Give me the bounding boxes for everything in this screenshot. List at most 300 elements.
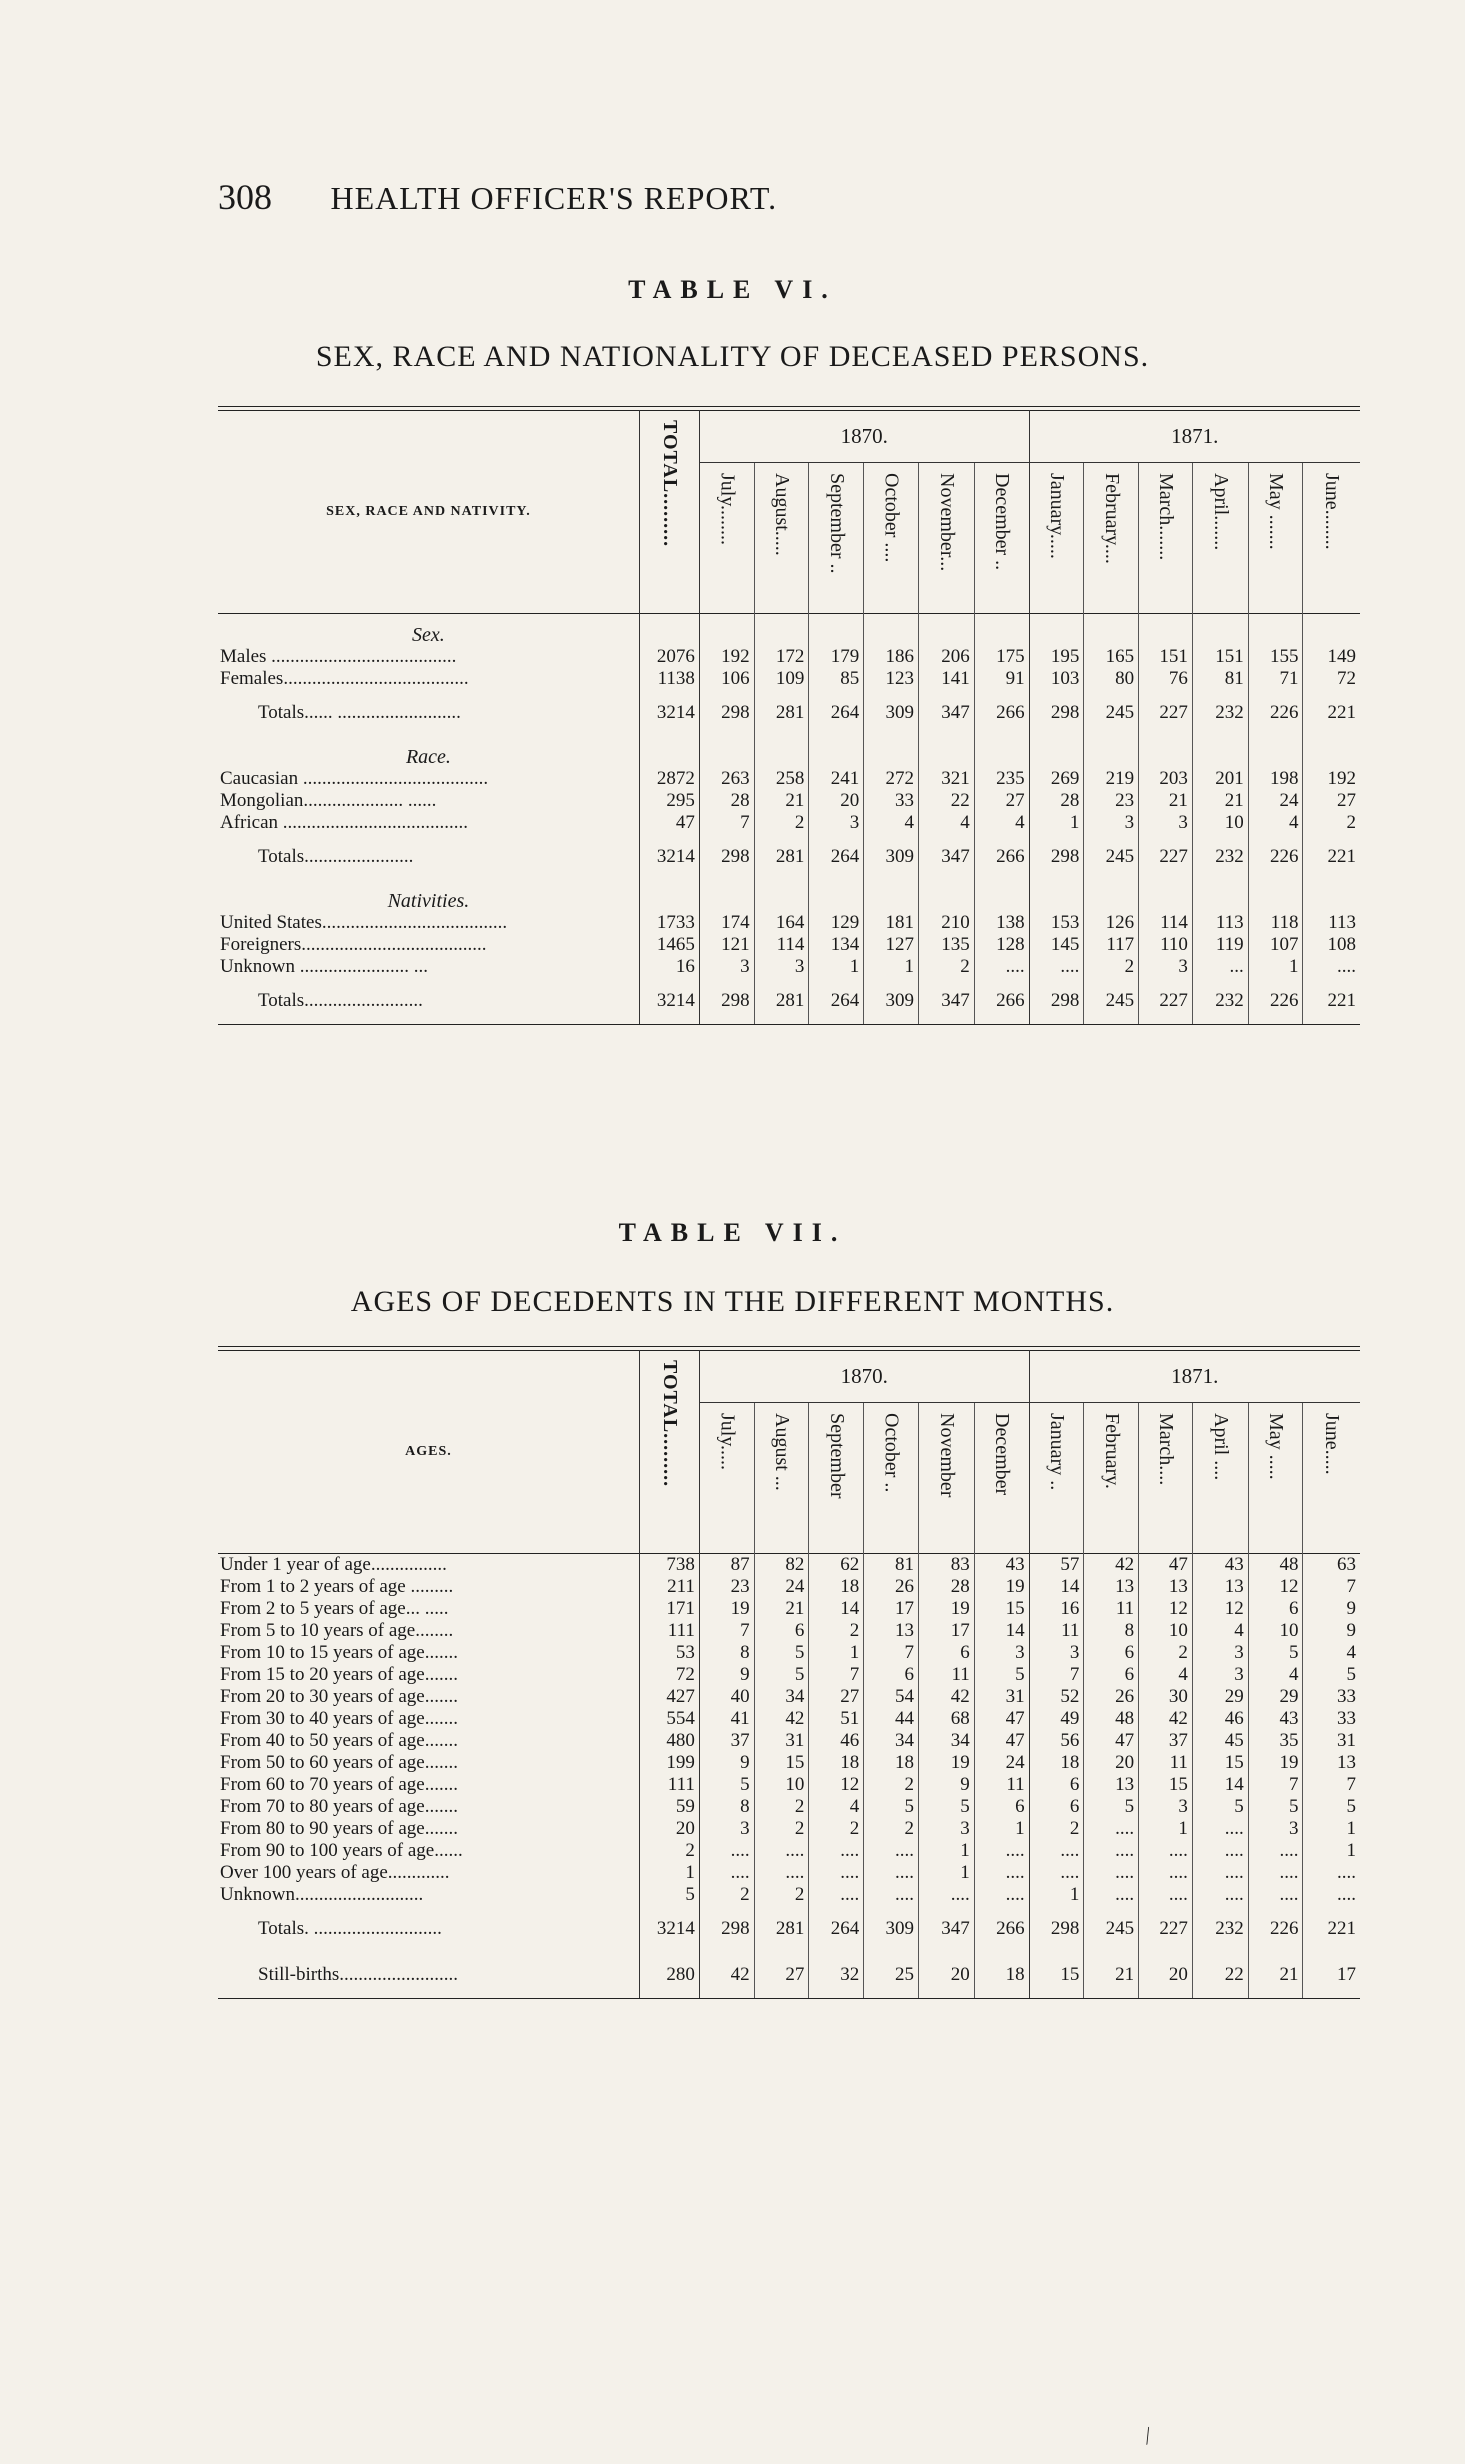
- table7-month-cell: ....: [809, 1840, 864, 1862]
- table6-month-cell: 298: [699, 834, 754, 880]
- table6-month-cell: 81: [1192, 668, 1248, 690]
- table6-month-header: July........: [716, 473, 739, 546]
- table7-month-cell: 18: [864, 1752, 919, 1774]
- table6-title: SEX, RACE AND NATIONALITY OF DECEASED PERSONS.: [315, 340, 1150, 373]
- table6-month-cell: 281: [754, 978, 809, 1025]
- table7-month-cell: 2: [699, 1884, 754, 1906]
- table7-month-cell: 13: [1303, 1752, 1360, 1774]
- table7-month-cell: 42: [754, 1708, 809, 1730]
- table7-month-cell: 6: [1029, 1774, 1084, 1796]
- table7-month-cell: ....: [1192, 1840, 1248, 1862]
- table7-month-cell: 2: [754, 1818, 809, 1840]
- table7-month-cell: 2: [754, 1884, 809, 1906]
- table7-month-cell: 9: [918, 1774, 974, 1796]
- table7-month-cell: 24: [754, 1576, 809, 1598]
- table6-month-cell: 2: [918, 956, 974, 978]
- table6-month-cell: 227: [1139, 834, 1193, 880]
- table7-month-cell: 87: [699, 1554, 754, 1577]
- table6-month-cell: 21: [1139, 790, 1193, 812]
- table7-total-cell: 2: [639, 1840, 699, 1862]
- table7-month-cell: 20: [1084, 1752, 1139, 1774]
- table6-month-cell: 72: [1303, 668, 1360, 690]
- table7-month-cell: 31: [974, 1686, 1029, 1708]
- table6-stub-header: SEX, RACE AND NATIVITY.: [326, 503, 531, 519]
- table7-month-cell: 47: [974, 1730, 1029, 1752]
- table7-month-cell: 17: [918, 1620, 974, 1642]
- table7-month-cell: 63: [1303, 1554, 1360, 1577]
- table7-month-cell: 15: [1029, 1952, 1084, 1999]
- table6-year-1871: 1871.: [1029, 410, 1360, 463]
- table6-total-cell: 3214: [639, 978, 699, 1025]
- table7-total-cell: 59: [639, 1796, 699, 1818]
- table7-month-header: July.....: [716, 1413, 739, 1471]
- table6-month-cell: 121: [699, 934, 754, 956]
- table7-month-cell: 5: [1303, 1664, 1360, 1686]
- table6-month-cell: 198: [1248, 768, 1303, 790]
- table6-month-cell: 20: [809, 790, 864, 812]
- table6-table-row: [218, 668, 1360, 690]
- table7-month-cell: 31: [1303, 1730, 1360, 1752]
- table7-month-cell: 17: [864, 1598, 919, 1620]
- table7-month-cell: 43: [1192, 1554, 1248, 1577]
- table6-month-header: May .......: [1248, 463, 1303, 614]
- table7-month-cell: 10: [1248, 1620, 1303, 1642]
- table7-month-cell: 48: [1248, 1554, 1303, 1577]
- table7-month-cell: 11: [1139, 1752, 1193, 1774]
- table6-month-cell: 151: [1192, 646, 1248, 668]
- table6-row-label: Totals.......................: [258, 846, 414, 867]
- table7-month-cell: 5: [918, 1796, 974, 1818]
- table7-month-cell: 49: [1029, 1708, 1084, 1730]
- table6-month-cell: 7: [699, 812, 754, 834]
- table6-month-header: August.....: [754, 463, 809, 614]
- table7: [218, 1350, 1360, 1999]
- table7-month-cell: ....: [754, 1862, 809, 1884]
- table6-month-cell: 226: [1248, 978, 1303, 1025]
- table7-month-cell: 32: [809, 1952, 864, 1999]
- table6-month-cell: 153: [1029, 912, 1084, 934]
- table7-month-cell: 3: [1029, 1642, 1084, 1664]
- table6-month-cell: 266: [974, 978, 1029, 1025]
- table6-month-cell: 3: [699, 956, 754, 978]
- table6-row-label: African .......................................: [220, 812, 469, 833]
- table7-month-cell: 47: [1139, 1554, 1193, 1577]
- table7-month-cell: 13: [1139, 1576, 1193, 1598]
- table7-month-header: December: [974, 1403, 1029, 1554]
- table7-table-row: [218, 1576, 1360, 1598]
- table7-month-cell: 5: [1303, 1796, 1360, 1818]
- table6-month-cell: ...: [1192, 956, 1248, 978]
- table7-month-cell: ....: [974, 1862, 1029, 1884]
- table7-month-cell: 62: [809, 1554, 864, 1577]
- table7-table-row: [218, 1796, 1360, 1818]
- table7-month-cell: 15: [754, 1752, 809, 1774]
- table7-month-cell: 1: [918, 1840, 974, 1862]
- table7-total-cell: 427: [639, 1686, 699, 1708]
- table7-month-cell: ....: [1303, 1862, 1360, 1884]
- table6-total-cell: 2872: [639, 768, 699, 790]
- table7-total-cell: 111: [639, 1620, 699, 1642]
- table7-year-1871: 1871.: [1029, 1350, 1360, 1403]
- table7-month-cell: ....: [1303, 1884, 1360, 1906]
- table7-month-cell: 20: [918, 1952, 974, 1999]
- table6-month-cell: 141: [918, 668, 974, 690]
- table7-month-cell: 1: [1029, 1884, 1084, 1906]
- table7-month-header: November: [918, 1403, 974, 1554]
- table6-totals-row: [218, 978, 1360, 1025]
- table7-month-cell: 3: [1192, 1642, 1248, 1664]
- table7-month-cell: 41: [699, 1708, 754, 1730]
- table7-month-cell: 226: [1248, 1906, 1303, 1952]
- table7-month-cell: 42: [699, 1952, 754, 1999]
- table6-month-cell: 227: [1139, 690, 1193, 736]
- table6-month-cell: 23: [1084, 790, 1139, 812]
- table7-month-cell: 19: [918, 1752, 974, 1774]
- table7-month-cell: 14: [1029, 1576, 1084, 1598]
- table7-month-cell: ....: [1248, 1840, 1303, 1862]
- table7-month-header: June.....: [1303, 1403, 1360, 1554]
- table7-month-cell: 13: [1084, 1774, 1139, 1796]
- table7-year-1870: 1870.: [699, 1350, 1029, 1403]
- table6-month-cell: 4: [918, 812, 974, 834]
- table7-month-cell: 7: [864, 1642, 919, 1664]
- table6-table-row: [218, 646, 1360, 668]
- table7-total-header: TOTAL.........: [639, 1350, 699, 1554]
- table7-row-label: From 80 to 90 years of age.......: [220, 1818, 458, 1839]
- table7-month-cell: 281: [754, 1906, 809, 1952]
- table7-total-cell: 171: [639, 1598, 699, 1620]
- table7-month-cell: 40: [699, 1686, 754, 1708]
- table7-month-cell: 10: [1139, 1620, 1193, 1642]
- table7-month-cell: 42: [1084, 1554, 1139, 1577]
- table7-month-cell: ....: [1084, 1840, 1139, 1862]
- table7-totals-row: [218, 1952, 1360, 1999]
- table7-month-cell: 44: [864, 1708, 919, 1730]
- table7-month-cell: ....: [1139, 1862, 1193, 1884]
- table7-table-row: [218, 1884, 1360, 1906]
- table6-section-label: Nativities.: [387, 890, 470, 912]
- table7-month-cell: ....: [1248, 1884, 1303, 1906]
- table7-table-row: [218, 1840, 1360, 1862]
- table6-month-cell: 103: [1029, 668, 1084, 690]
- table7-table-row: [218, 1598, 1360, 1620]
- table7-month-cell: ....: [1139, 1840, 1193, 1862]
- table7-month-cell: 14: [1192, 1774, 1248, 1796]
- table7-month-cell: ....: [754, 1840, 809, 1862]
- table7-month-cell: 1: [809, 1642, 864, 1664]
- table7-month-cell: 52: [1029, 1686, 1084, 1708]
- table7-month-cell: 5: [754, 1642, 809, 1664]
- table6-month-header: June........: [1303, 463, 1360, 614]
- table6-month-cell: 221: [1303, 834, 1360, 880]
- table6-month-cell: 106: [699, 668, 754, 690]
- table7-total-cell: 480: [639, 1730, 699, 1752]
- table7-month-cell: 1: [918, 1862, 974, 1884]
- table7-month-cell: ....: [864, 1840, 919, 1862]
- table7-total-cell: 280: [639, 1952, 699, 1999]
- table7-month-cell: 21: [1248, 1952, 1303, 1999]
- table7-stub-header: AGES.: [405, 1443, 452, 1459]
- table6-total-header: TOTAL.........: [639, 410, 699, 614]
- table7-month-cell: 10: [754, 1774, 809, 1796]
- table6-month-cell: 347: [918, 978, 974, 1025]
- table7-month-cell: ....: [1192, 1818, 1248, 1840]
- table7-month-cell: ....: [1084, 1818, 1139, 1840]
- table6-month-cell: 309: [864, 690, 919, 736]
- table7-month-cell: 81: [864, 1554, 919, 1577]
- table7-month-cell: 19: [1248, 1752, 1303, 1774]
- table6-month-cell: 22: [918, 790, 974, 812]
- table7-month-cell: 1: [1303, 1818, 1360, 1840]
- table7-totals-row: [218, 1906, 1360, 1952]
- table6-month-cell: 118: [1248, 912, 1303, 934]
- table6-total-cell: 1733: [639, 912, 699, 934]
- table7-month-cell: 2: [864, 1774, 919, 1796]
- table7-month-cell: 34: [864, 1730, 919, 1752]
- table7-month-cell: ....: [1248, 1862, 1303, 1884]
- table7-total-cell: 199: [639, 1752, 699, 1774]
- table6-month-cell: 4: [974, 812, 1029, 834]
- table7-table-row: [218, 1730, 1360, 1752]
- table6-month-cell: 298: [1029, 834, 1084, 880]
- table7-month-cell: 264: [809, 1906, 864, 1952]
- table6-month-cell: 221: [1303, 978, 1360, 1025]
- table6-month-header: April.......: [1192, 463, 1248, 614]
- table6-section-label: Race.: [405, 746, 451, 768]
- table6-month-cell: 172: [754, 646, 809, 668]
- table7-row-label: Under 1 year of age................: [218, 1554, 639, 1577]
- table6-month-header: January.....: [1029, 463, 1084, 614]
- table6-month-header: September ..: [809, 463, 864, 614]
- table6-month-cell: 2: [1084, 956, 1139, 978]
- table7-month-cell: 5: [864, 1796, 919, 1818]
- table6-month-cell: 2: [1303, 812, 1360, 834]
- table7-month-cell: 2: [864, 1818, 919, 1840]
- table7-month-cell: ....: [699, 1840, 754, 1862]
- table7-month-cell: 6: [1248, 1598, 1303, 1620]
- table7-month-cell: 19: [699, 1598, 754, 1620]
- table7-month-cell: 68: [918, 1708, 974, 1730]
- table6-month-cell: 232: [1192, 834, 1248, 880]
- table6-month-cell: ....: [1029, 956, 1084, 978]
- table7-row-label: From 40 to 50 years of age.......: [220, 1730, 458, 1751]
- table7-month-cell: 9: [1303, 1598, 1360, 1620]
- table7-month-cell: ....: [1139, 1884, 1193, 1906]
- table7-month-cell: 43: [974, 1554, 1029, 1577]
- table6-month-cell: 27: [1303, 790, 1360, 812]
- table6-month-cell: 28: [699, 790, 754, 812]
- table6-month-cell: 347: [918, 834, 974, 880]
- table7-month-cell: 16: [1029, 1598, 1084, 1620]
- table6-month-cell: 1: [864, 956, 919, 978]
- table7-month-cell: 46: [809, 1730, 864, 1752]
- table7-month-cell: ....: [864, 1884, 919, 1906]
- table6-year-1870: 1870.: [699, 410, 1029, 463]
- table6-total-cell: 295: [639, 790, 699, 812]
- table7-month-cell: 22: [1192, 1952, 1248, 1999]
- table7-month-header: March....: [1139, 1403, 1193, 1554]
- table7-month-cell: 245: [1084, 1906, 1139, 1952]
- table7-month-cell: 4: [1192, 1620, 1248, 1642]
- table6-month-cell: 298: [699, 978, 754, 1025]
- table6-month-cell: 174: [699, 912, 754, 934]
- table7-month-cell: 6: [1084, 1642, 1139, 1664]
- table6-month-cell: 269: [1029, 768, 1084, 790]
- table7-month-header: January ..: [1029, 1403, 1084, 1554]
- table6-table-row: [218, 934, 1360, 956]
- table7-month-cell: 18: [1029, 1752, 1084, 1774]
- table7-month-cell: 57: [1029, 1554, 1084, 1577]
- table6-month-cell: 179: [809, 646, 864, 668]
- table7-month-cell: 54: [864, 1686, 919, 1708]
- table7-month-cell: ....: [809, 1884, 864, 1906]
- table7-total-cell: 1: [639, 1862, 699, 1884]
- table6-table-row: [218, 812, 1360, 834]
- table6-month-cell: 298: [1029, 690, 1084, 736]
- table7-month-cell: 83: [918, 1554, 974, 1577]
- table7-row-label: Totals. ...........................: [258, 1918, 442, 1939]
- table7-month-cell: 29: [1192, 1686, 1248, 1708]
- table6-month-cell: 1: [1029, 812, 1084, 834]
- table6-month-cell: 113: [1192, 912, 1248, 934]
- table6-section-row: [218, 880, 1360, 912]
- table7-month-cell: 18: [809, 1576, 864, 1598]
- page-number: 308: [218, 177, 272, 217]
- table7-month-cell: 3: [699, 1818, 754, 1840]
- table7-month-cell: 9: [699, 1664, 754, 1686]
- table6-month-cell: 321: [918, 768, 974, 790]
- table7-month-cell: 42: [918, 1686, 974, 1708]
- table6-month-cell: 10: [1192, 812, 1248, 834]
- table6-month-cell: 347: [918, 690, 974, 736]
- table7-month-cell: 46: [1192, 1708, 1248, 1730]
- table6-month-cell: 2: [754, 812, 809, 834]
- table7-row-label: From 5 to 10 years of age........: [220, 1620, 454, 1641]
- table6-section-row: [218, 614, 1360, 647]
- table7-month-cell: ....: [1029, 1862, 1084, 1884]
- table7-table-row: [218, 1620, 1360, 1642]
- table6-month-cell: 128: [974, 934, 1029, 956]
- table7-month-header: May .....: [1248, 1403, 1303, 1554]
- table7-row-label: From 60 to 70 years of age.......: [220, 1774, 458, 1795]
- table7-month-cell: 5: [754, 1664, 809, 1686]
- table7-month-cell: 7: [809, 1664, 864, 1686]
- table6-month-cell: 309: [864, 834, 919, 880]
- table7-row-label: From 50 to 60 years of age.......: [220, 1752, 458, 1773]
- table6-month-cell: 210: [918, 912, 974, 934]
- table6-month-cell: 309: [864, 978, 919, 1025]
- table6-month-cell: 1: [809, 956, 864, 978]
- table7-month-cell: ....: [1192, 1862, 1248, 1884]
- table7-row-label: From 30 to 40 years of age.......: [220, 1708, 458, 1729]
- table6-month-cell: 192: [1303, 768, 1360, 790]
- table7-month-cell: 45: [1192, 1730, 1248, 1752]
- table7-month-cell: 7: [1248, 1774, 1303, 1796]
- table7-month-cell: 11: [1029, 1620, 1084, 1642]
- table6-month-cell: 119: [1192, 934, 1248, 956]
- page-header: [218, 176, 777, 218]
- table7-row-label: Unknown...........................: [220, 1884, 424, 1905]
- table6-month-cell: 221: [1303, 690, 1360, 736]
- table7-row-label: From 20 to 30 years of age.......: [220, 1686, 458, 1707]
- table6-month-cell: 21: [754, 790, 809, 812]
- table6-row-label: Unknown ....................... ...: [220, 956, 428, 977]
- table6-month-cell: 151: [1139, 646, 1193, 668]
- table6-total-cell: 3214: [639, 690, 699, 736]
- table6-month-cell: 114: [1139, 912, 1193, 934]
- table6-month-cell: 192: [699, 646, 754, 668]
- table7-month-cell: 47: [1084, 1730, 1139, 1752]
- table6-totals-row: [218, 834, 1360, 880]
- table6-month-header: February....: [1084, 463, 1139, 614]
- table6-month-cell: 264: [809, 690, 864, 736]
- table7-month-cell: 4: [1139, 1664, 1193, 1686]
- table7-month-cell: 35: [1248, 1730, 1303, 1752]
- table6-month-cell: 232: [1192, 978, 1248, 1025]
- table7-month-cell: 2: [809, 1818, 864, 1840]
- table7-month-cell: 18: [809, 1752, 864, 1774]
- table7-table-row: [218, 1664, 1360, 1686]
- table7-month-cell: ....: [1192, 1884, 1248, 1906]
- table6-month-cell: 135: [918, 934, 974, 956]
- table7-month-cell: ....: [1084, 1862, 1139, 1884]
- table6-month-cell: 138: [974, 912, 1029, 934]
- table6-month-cell: 80: [1084, 668, 1139, 690]
- table6-month-cell: 175: [974, 646, 1029, 668]
- table6-month-cell: 3: [1139, 956, 1193, 978]
- table7-month-cell: 11: [1084, 1598, 1139, 1620]
- table6-month-header: November...: [918, 463, 974, 614]
- table7-month-cell: 4: [1303, 1642, 1360, 1664]
- table6-month-cell: 127: [864, 934, 919, 956]
- table7-month-cell: 56: [1029, 1730, 1084, 1752]
- table7-month-cell: 14: [809, 1598, 864, 1620]
- table7-month-cell: 13: [864, 1620, 919, 1642]
- table6-month-cell: 266: [974, 690, 1029, 736]
- table6-total-cell: 1465: [639, 934, 699, 956]
- table7-month-cell: 7: [1303, 1774, 1360, 1796]
- table7-month-cell: 221: [1303, 1906, 1360, 1952]
- table7-month-cell: 3: [1192, 1664, 1248, 1686]
- table6-month-cell: 108: [1303, 934, 1360, 956]
- table7-row-label: From 70 to 80 years of age.......: [220, 1796, 458, 1817]
- table7-month-cell: 2: [809, 1620, 864, 1642]
- table7-month-cell: 8: [699, 1796, 754, 1818]
- table6-row-label: Totals.........................: [218, 978, 639, 1025]
- table7-table-row: [218, 1774, 1360, 1796]
- table7-month-cell: 33: [1303, 1708, 1360, 1730]
- table6-month-cell: 241: [809, 768, 864, 790]
- table6-total-cell: 47: [639, 812, 699, 834]
- table6-month-cell: 3: [1139, 812, 1193, 834]
- table7-month-cell: 2: [1029, 1818, 1084, 1840]
- table6-month-cell: 155: [1248, 646, 1303, 668]
- table7-row-label: Over 100 years of age.............: [220, 1862, 450, 1883]
- table6-month-cell: 126: [1084, 912, 1139, 934]
- table7-month-cell: 42: [1139, 1708, 1193, 1730]
- table6-month-cell: 134: [809, 934, 864, 956]
- table7-total-cell: 3214: [639, 1906, 699, 1952]
- running-title: HEALTH OFFICER'S REPORT.: [330, 180, 778, 216]
- table7-month-cell: 26: [1084, 1686, 1139, 1708]
- table6-month-cell: 298: [699, 690, 754, 736]
- table7-month-cell: 31: [754, 1730, 809, 1752]
- stray-pencil-mark: ⁄: [1139, 2423, 1156, 2448]
- table7-month-cell: 1: [1139, 1818, 1193, 1840]
- table6-table-row: [218, 790, 1360, 812]
- table7-month-cell: 23: [699, 1576, 754, 1598]
- table7-total-cell: 53: [639, 1642, 699, 1664]
